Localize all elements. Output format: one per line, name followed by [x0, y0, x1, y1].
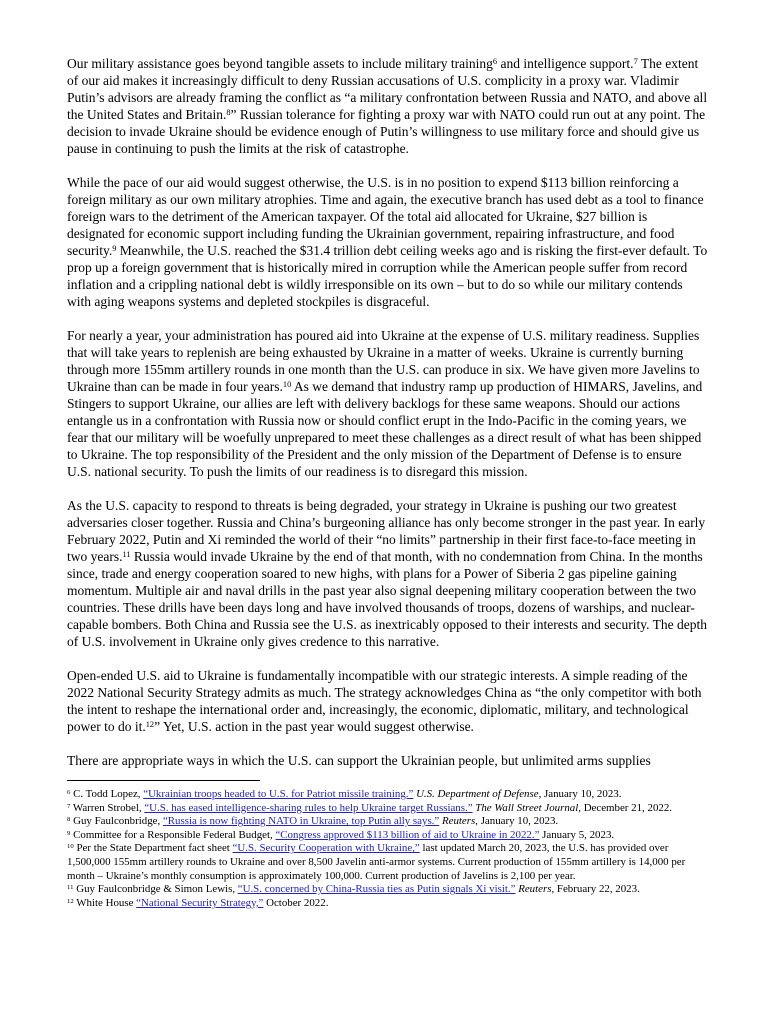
footnote: $^{10}$ Per the State Department fact sheet “U.S. Security Cooperation with Ukraine,” last updated March 20, 2023, the U.S. has provided over 1,500,000 155mm artillery rounds to Ukraine and over 8,500 Javelin anti-armor systems. Current production of 155mm artillery is 14,000 per month – Ukraine’s monthly consumption is approximately 100,000. Current production of Javelins is 2,100 per year. — [67, 842, 686, 882]
footnote: $^{12}$ White House “National Security Strategy,” October 2022. — [67, 896, 329, 909]
footnote-ref: 10 — [282, 380, 292, 390]
footnote-number: 10 — [67, 843, 74, 851]
footnote-ref: 7 — [633, 57, 638, 67]
document-body — [67, 55, 708, 769]
footnote-number: 6 — [67, 788, 71, 796]
source-title: Reuters — [441, 815, 476, 828]
footnotes-section — [67, 788, 708, 910]
footnote: $^8$ Guy Faulconbridge, “Russia is now fighting NATO in Ukraine, top Putin ally says.” Reuters, January 10, 2023. — [67, 815, 559, 828]
body-paragraph: As the U.S. capacity to respond to threats is being degraded, your strategy in Ukraine is pushing our two greatest adversaries closer together. Russia and China’s burgeoning alliance has only become stronger in the past year. In early February 2022, Putin and Xi reminded the world of their “no limits” partnership in their first face-to-face meeting in two years.$^{11}$ Russia would invade Ukraine by the end of that month, with no condemnation from China. In the months since, trade and energy cooperation soared to new highs, with plans for a Power of Siberia 2 gas pipeline gaining momentum. Multiple air and naval drills in the past year also signal deepening military cooperation between the two countries. These drills have been days long and have involved thousands of troops, dozens of warships, and nuclear-capable bombers. Both China and Russia see the U.S. as inextricably opposed to their interests and security. The depth of U.S. involvement in Ukraine only gives credence to this narrative. — [67, 498, 707, 649]
hyperlink[interactable]: “U.S. has eased intelligence-sharing rules to help Ukraine target Russians.” — [144, 801, 473, 814]
source-title: Reuters — [518, 883, 552, 896]
footnote-number: 12 — [67, 897, 74, 905]
body-paragraph: Our military assistance goes beyond tangible assets to include military training$^6$ and intelligence support.$^7$ The extent of our aid makes it increasingly difficult to deny Russian accusations of U.S. complicity in a proxy war. Vladimir Putin’s advisors are already framing the conflict as “a military confrontation between Russia and NATO, and above all the United States and Britain.$^8$” Russian tolerance for fighting a proxy war with NATO could run out at any point. The decision to invade Ukraine should be evidence enough of Putin’s willingness to use military force and should give us pause in continuing to push the limits at the risk of catastrophe. — [67, 56, 708, 156]
hyperlink[interactable]: “U.S. Security Cooperation with Ukraine,” — [232, 842, 420, 855]
footnote: $^6$ C. Todd Lopez, “Ukrainian troops headed to U.S. for Patriot missile training.” U.S. Department of Defense, January 10, 2023. — [67, 788, 622, 800]
hyperlink[interactable]: “Congress approved $113 billion of aid to Ukraine in 2022.” — [275, 828, 540, 841]
source-title: U.S. Department of Defense — [416, 788, 539, 800]
footnote-ref: 12 — [145, 720, 155, 730]
source-title: The Wall Street Journal — [475, 801, 579, 814]
footnote-number: 11 — [67, 884, 74, 892]
hyperlink[interactable]: “U.S. concerned by China-Russia ties as Putin signals Xi visit.” — [237, 883, 516, 896]
footnote-number: 8 — [67, 816, 71, 824]
hyperlink[interactable]: “National Security Strategy,” — [136, 896, 264, 909]
footnote-separator — [67, 780, 260, 781]
footnote-number: 9 — [67, 829, 71, 837]
footnote: $^{11}$ Guy Faulconbridge & Simon Lewis, “U.S. concerned by China-Russia ties as Putin signals Xi visit.” Reuters, February 22, 2023. — [67, 883, 640, 896]
body-paragraph: Open-ended U.S. aid to Ukraine is fundamentally incompatible with our strategic interests. A simple reading of the 2022 National Security Strategy admits as much. The strategy acknowledges China as “the only competitor with both the intent to reshape the international order and, increasingly, the economic, diplomatic, military, and technological power to do it.$^{12}$” Yet, U.S. action in the past year would suggest otherwise. — [67, 668, 702, 734]
footnote: $^9$ Committee for a Responsible Federal Budget, “Congress approved $113 billion of aid to Ukraine in 2022.” January 5, 2023. — [67, 828, 615, 841]
body-paragraph: There are appropriate ways in which the U.S. can support the Ukrainian people, but unlimited arms supplies — [67, 753, 651, 768]
footnote-ref: 11 — [122, 550, 131, 560]
body-paragraph: For nearly a year, your administration has poured aid into Ukraine at the expense of U.S. military readiness. Supplies that will take years to replenish are being exhausted by Ukraine in a matter of weeks. Ukraine is currently burning through more 155mm artillery rounds in one month than the U.S. can produce in six. We have given more Javelins to Ukraine than can be made in four years.$^{10}$ As we demand that industry ramp up production of HIMARS, Javelins, and Stingers to support Ukraine, our allies are left with delivery backlogs for these same weapons. Should our actions entangle us in a confrontation with Russia now or should conflict erupt in the Indo-Pacific in the coming years, we fear that our military will be woefully unprepared to meet these challenges as a direct result of what has been shipped to Ukraine. The top responsibility of the President and the only mission of the Department of Defense is to ensure U.S. national security. To push the limits of our readiness is to disregard this mission. — [67, 328, 703, 479]
footnote-ref: 9 — [112, 244, 117, 254]
footnote: $^7$ Warren Strobel, “U.S. has eased intelligence-sharing rules to help Ukraine target Russians.” The Wall Street Journal, December 21, 2022. — [67, 801, 673, 814]
hyperlink[interactable]: “Russia is now fighting NATO in Ukraine, top Putin ally says.” — [162, 815, 440, 828]
body-paragraph: While the pace of our aid would suggest otherwise, the U.S. is in no position to expend $113 billion reinforcing a foreign military as our own military atrophies. Time and again, the executive branch has used debt as a tool to finance foreign wars to the detriment of the American taxpayer. Of the total aid allocated for Ukraine, $27 billion is designated for economic support including funding the Ukrainian government, repairing infrastructure, and food security.$^9$ Meanwhile, the U.S. reached the $31.4 trillion debt ceiling weeks ago and is risking the first-ever default. To prop up a foreign government that is historically mired in corruption while the American people suffer from record inflation and a crippling national debt is wildly irresponsible on its own – but to do so while our military contends with aging weapons systems and depleted stockpiles is disgraceful. — [67, 175, 708, 309]
footnote-number: 7 — [67, 802, 71, 810]
hyperlink[interactable]: “Ukrainian troops headed to U.S. for Patriot missile training.” — [143, 788, 414, 800]
footnote-ref: 8 — [226, 108, 231, 118]
footnote-ref: 6 — [492, 57, 498, 67]
